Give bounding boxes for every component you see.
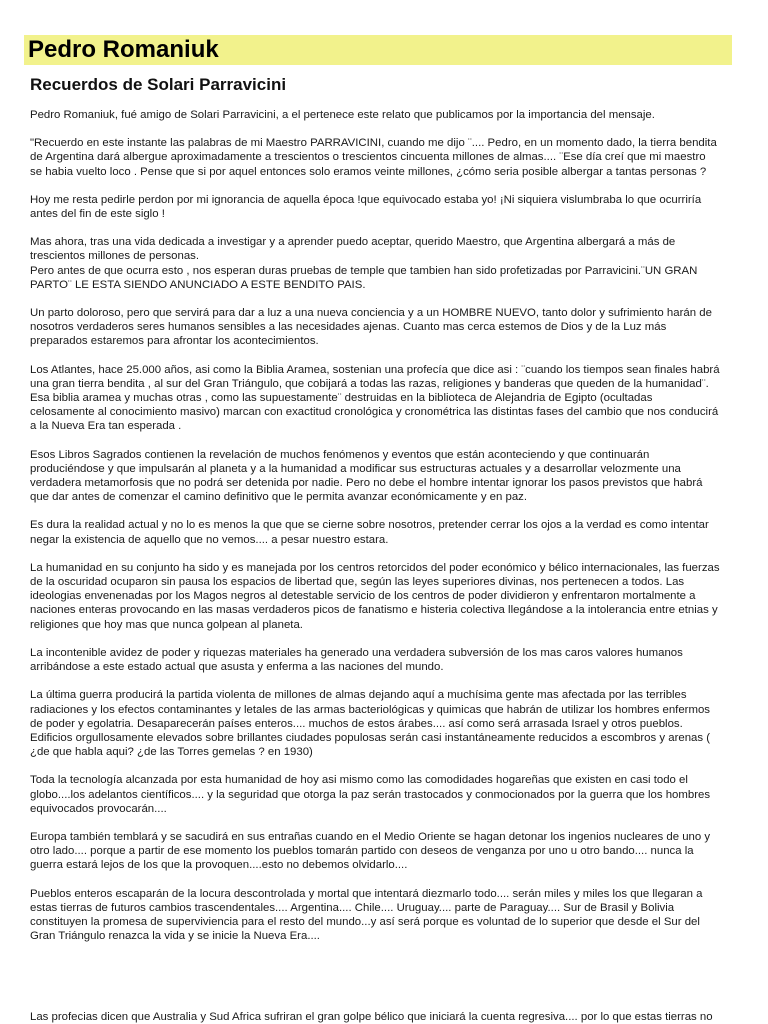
paragraph-1: Pedro Romaniuk, fué amigo de Solari Parravicini, a el pertenece este relato que publicamos por la importancia del mensaje. (30, 109, 655, 121)
paragraph-11: La última guerra producirá la partida violenta de millones de almas dejando aquí a muchísima gente mas afectada por las terribles radiaciones y los efectos contaminantes y letales de las armas bacteriológicas y quimicas que habrán de utilizar los hombres enfermos de poder y egolatria. Desaparecerán países enteros.... muchos de estos árabes.... así como será arrasada Israel y otros pueblos. Edificios orgullosamente elevados sobre brillantes ciudades populosas serán casi instantáneamente reducidos a escombros y arenas ( ¿de que habla aqui? ¿de las Torres gemelas ? en 1930) (30, 689, 711, 759)
page-title: Pedro Romaniuk (28, 36, 219, 63)
paragraph-2: "Recuerdo en este instante las palabras de mi Maestro PARRAVICINI, cuando me dijo ¨.... Pedro, en un momento dado, la tierra bendita de Argentina dará albergue aproximadamente a trescientos o trescientos cincuenta millones de almas.... ¨Ese día creí que mi maestro se habia vuelto loco . Pense que si por aquel entonces solo eramos veinte millones, ¿cómo seria posible albergar a tantas personas ? (30, 137, 717, 178)
paragraph-6: Los Atlantes, hace 25.000 años, asi como la Biblia Aramea, sostenian una profecía que dice asi : ¨cuando los tiempos sean finales habrá una gran tierra bendita , al sur del Gran Triángulo, que cobijará a todas las razas, religiones y banderas que queden de la humanidad¨. Esa biblia aramea y muchas otras , como las supuestamente¨ destruidas en la biblioteca de Alejandria de Egipto (ocultadas celosamente al conocimiento masivo) marcan con exactitud cronológica y cronométrica las distintas fases del cambio que nos conducirá a la Nueva Era tan esperada . (30, 363, 720, 433)
paragraph-8: Es dura la realidad actual y no lo es menos la que que se cierne sobre nosotros, pretender cerrar los ojos a la verdad es como intentar negar la existencia de aquello que no vemos.... a pesar nuestro estara. (30, 519, 709, 546)
paragraph-13: Europa también temblará y se sacudirá en sus entrañas cuando en el Medio Oriente se hagan detonar los ingenios nucleares de uno y otro lado.... porque a partir de ese momento los pueblos tomarán partido con deseos de venganza por uno u otro bando.... nunca la guerra estará lejos de los que la provoquen....esto no debemos olvidarlo.... (30, 830, 711, 872)
paragraph-15: Las profecias dicen que Australia y Sud Africa sufriran el gran golpe bélico que iniciará la cuenta regresiva.... por lo que estas tierras no (30, 1011, 713, 1023)
paragraph-10: La incontenible avidez de poder y riquezas materiales ha generado una verdadera subversión de los mas caros valores humanos arribándose a este estado actual que asusta y enferma a las naciones del mundo. (30, 646, 683, 674)
article-body (30, 108, 720, 957)
article-subtitle: Recuerdos de Solari Parravicini (30, 75, 287, 94)
paragraph-12: Toda la tecnología alcanzada por esta humanidad de hoy asi mismo como las comodidades hogareñas que existen en casi todo el globo....los adelantos científicos.... y la seguridad que otorga la paz serán trastocados y conmocionados por la guerra que los hombres equivocados provocarán.... (30, 774, 711, 815)
paragraph-3: Hoy me resta pedirle perdon por mi ignorancia de aquella época !que equivocado estaba yo! ¡Ni siquiera vislumbraba lo que ocurriría antes del fin de este siglo ! (30, 193, 702, 221)
title-bar (24, 35, 732, 65)
paragraph-9: La humanidad en su conjunto ha sido y es manejada por los centros retorcidos del poder económico y bélico internacionales, las fuerzas de la oscuridad ocuparon sin pausa los espacios de libertad que, según las leyes superiores divinas, nos pertenecen a todos. Las ideologias envenenadas por los Magos negros al detestable servicio de los centros de poder dividieron y enfrentaron mortalmente a naciones enteras provocando en las masas verdaderos picos de fanatismo e histeria colectiva llegándose a la intolerancia entre etnias y religiones que hoy mas que nunca golpean al planeta. (30, 561, 720, 631)
paragraph-14: Pueblos enteros escaparán de la locura descontrolada y mortal que intentará diezmarlo todo.... serán miles y miles los que llegaran a estas tierras de futuros cambios trascendentales.... Argentina.... Chile.... Uruguay.... parte de Paraguay.... Sur de Brasil y Bolivia constituyen la promesa de superviviencia para el resto del mundo...y así será porque es voluntad de lo superior que desde el Sur del Gran Triángulo renazca la vida y se inicie la Nueva Era.... (30, 887, 703, 943)
paragraph-4: Mas ahora, tras una vida dedicada a investigar y a aprender puedo aceptar, querido Maestro, que Argentina albergará a más de trescientos millones de personas. Pero antes de que ocurra esto , nos esperan duras pruebas de temple que tambien han sido profetizadas por Parravicini.¨UN GRAN PARTO¨ LE ESTA SIENDO ANUNCIADO A ESTE BENDITO PAIS. (30, 236, 698, 291)
paragraph-7: Esos Libros Sagrados contienen la revelación de muchos fenómenos y eventos que están aconteciendo y que continuarán produciéndose y que impulsarán al planeta y a la humanidad a modificar sus estructuras actuales y a desarrollar velozmente una verdadera metamorfosis que no podrá ser detenida por nadie. Pero no debe el hombre intentar ignorar los pasos previstos que habrá que dar antes de comenzar el camino definitivo que le permita avanzar económicamente y en paz. (30, 448, 703, 504)
paragraph-5: Un parto doloroso, pero que servirá para dar a luz a una nueva conciencia y a un HOMBRE NUEVO, tanto dolor y sufrimiento harán de nosotros verdaderos seres humanos sensibles a las necesidades ajenas. Cuanto mas cerca estemos de Dios y de la Luz más preparados estaremos para afrontar los acontecimientos. (30, 307, 712, 348)
